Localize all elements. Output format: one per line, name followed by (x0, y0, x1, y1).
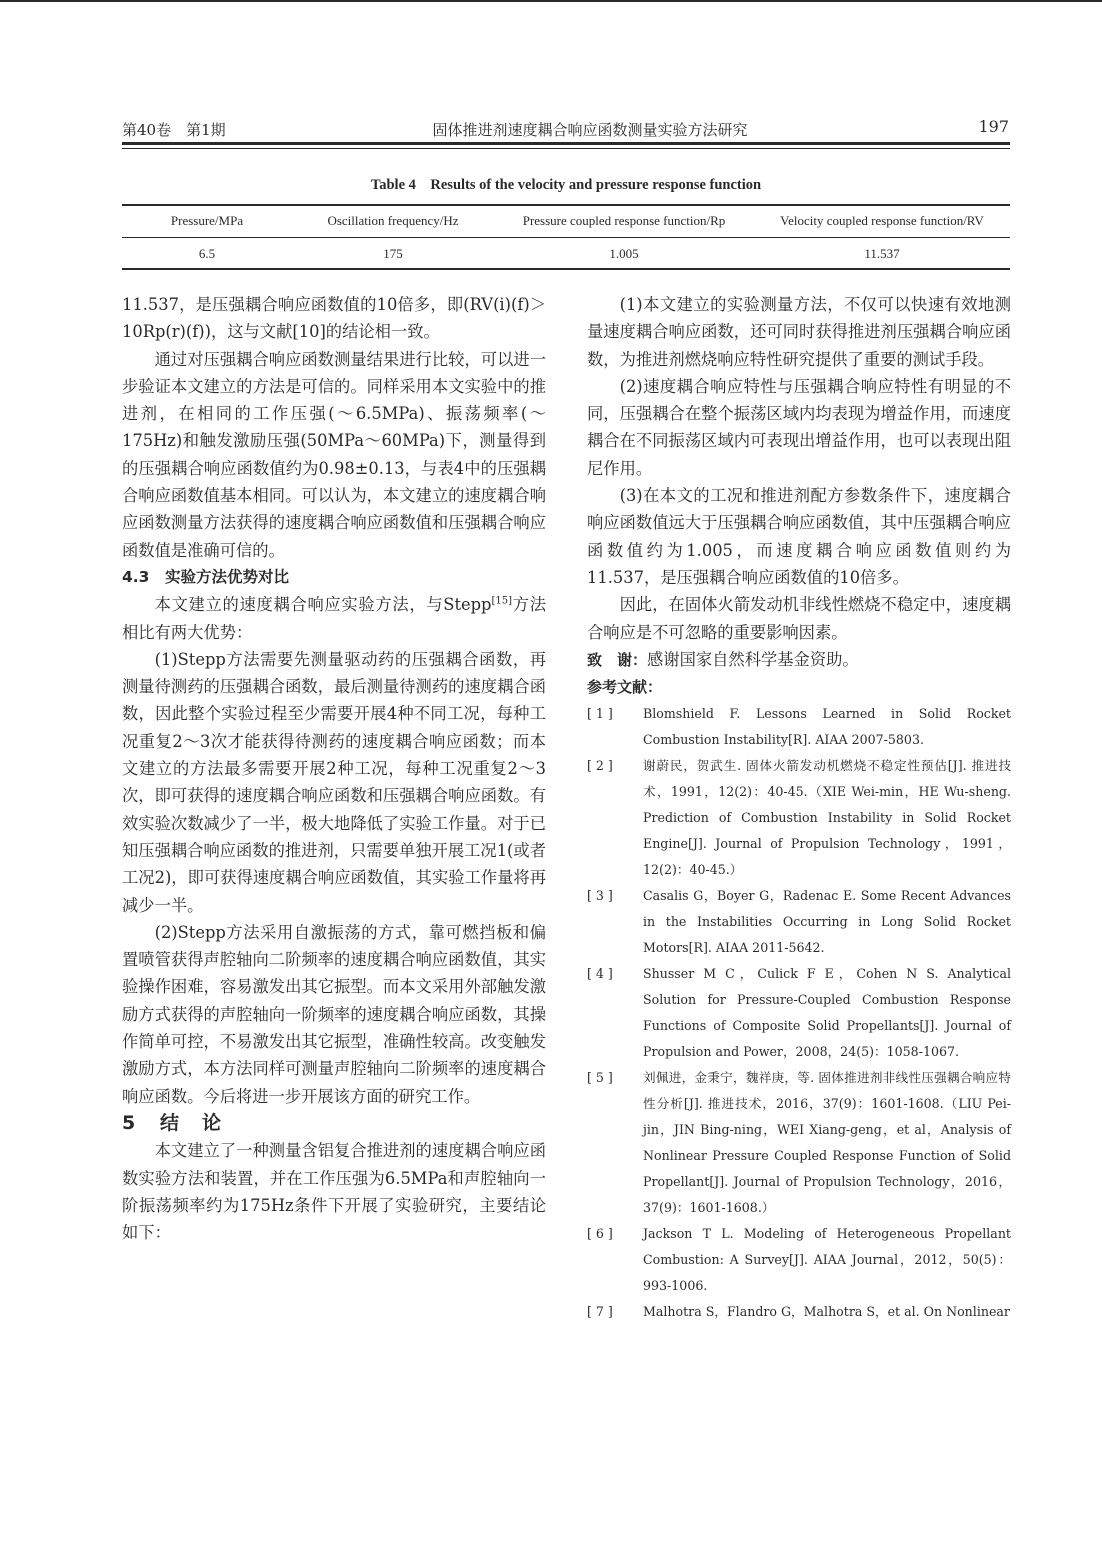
reference-item (587, 961, 1011, 1065)
reference-text: Shusser M C，Culick F E，Cohen N S. Analytical Solution for Pressure-Coupled Combustion Response Functions of Composite Solid Propellants[J]. Journal of Propulsion and Power，2008，24(5)：1058-1067. (643, 966, 1011, 1060)
reference-item (587, 753, 1011, 883)
reference-text: 谢蔚民，贺武生. 固体火箭发动机燃烧不稳定性预估[J]. 推进技术，1991，12(2)：40-45.（XIE Wei-min，HE Wu-sheng. Prediction of Combustion Instability in Solid Rocket Engine[J]. Journal of Propulsion Technology，1991，12(2)：40-45.） (643, 758, 1011, 878)
reference-text: Jackson T L. Modeling of Heterogeneous Propellant Combustion: A Survey[J]. AIAA Journal，2012，50(5)：993-1006. (643, 1226, 1011, 1294)
conclusion-item: (2)速度耦合响应特性与压强耦合响应特性有明显的不同，压强耦合在整个振荡区域内均表现为增益作用，而速度耦合在不同振荡区域内可表现出增益作用，也可以表现出阻尼作用。 (587, 376, 1011, 478)
table-header-cell: Pressure/MPa (170, 213, 244, 228)
reference-number: [ 4 ] (587, 966, 613, 982)
running-header-volume: 第40卷 第1期 (122, 121, 226, 139)
header-rule-thin (122, 148, 1010, 149)
paragraph: 通过对压强耦合响应函数测量结果进行比较，可以进一步验证本文建立的方法是可信的。同样采用本文实验中的推进剂，在相同的工作压强(～6.5MPa)、振荡频率(～175Hz)和触发激励压强(50MPa～60MPa)下，测量得到的压强耦合响应函数值约为0.98±0.13，与表4中的压强耦合响应函数值基本相同。可以认为，本文建立的速度耦合响应函数测量方法获得的速度耦合响应函数值和压强耦合响应函数值是准确可信的。 (122, 349, 546, 560)
paragraph: (1)Stepp方法需要先测量驱动药的压强耦合函数，再测量待测药的压强耦合函数，最后测量待测药的速度耦合函数，因此整个实验过程至少需要开展4种不同工况，每种工况重复2～3次才能获得待测药的速度耦合响应函数；而本文建立的方法最多需要开展2种工况，每种工况重复2～3次，即可获得的速度耦合响应函数和压强耦合响应函数。有效实验次数减少了一半，极大地降低了实验工作量。对于已知压强耦合响应函数的推进剂，只需要单独开展工况1(或者工况2)，即可获得速度耦合响应函数值，其实验工作量将再减少一半。 (122, 649, 546, 915)
references-heading: 参考文献： (587, 678, 663, 697)
paragraph: 本文建立了一种测量含铝复合推进剂的速度耦合响应函数实验方法和装置，并在工作压强为6.5MPa和声腔轴向一阶振荡频率约为175Hz条件下开展了实验研究，主要结论如下： (122, 1141, 546, 1243)
running-header-title: 固体推进剂速度耦合响应函数测量实验方法研究 (432, 121, 748, 139)
conclusion-item: (3)在本文的工况和推进剂配方参数条件下，速度耦合响应函数值远大于压强耦合响应函数值，其中压强耦合响应函数值约为1.005，而速度耦合响应函数值则约为11.537，是压强耦合响应函数值的10倍多。 (587, 486, 1011, 587)
table-cell: 1.005 (609, 246, 639, 261)
header-rule (122, 142, 1010, 145)
paragraph: (2)Stepp方法采用自激振荡的方式，靠可燃挡板和偏置喷管获得声腔轴向二阶频率的速度耦合响应函数值，其实验操作困难，容易激发出其它振型。而本文采用外部触发激励方式获得的声腔轴向一阶频率的速度耦合响应函数，其操作简单可控，不易激发出其它振型，准确性较高。改变触发激励方式，本方法同样可测量声腔轴向二阶频率的速度耦合响应函数。今后将进一步开展该方面的研究工作。 (122, 922, 546, 1106)
reference-number: [ 1 ] (587, 706, 613, 722)
table-bottom-rule (122, 268, 1010, 270)
paragraph-text: 方法相比有两大优势： (122, 595, 546, 642)
reference-number: [ 3 ] (587, 888, 613, 904)
acknowledgement-text: 感谢国家自然科学基金资助。 (647, 649, 859, 669)
reference-number: [ 2 ] (587, 758, 613, 774)
page-top-border (0, 0, 1102, 2)
table-header-rule (122, 237, 1010, 238)
reference-item (587, 883, 1011, 961)
page-number: 197 (978, 117, 1009, 136)
reference-text: Blomshield F. Lessons Learned in Solid Rocket Combustion Instability[R]. AIAA 2007-5803. (643, 706, 1011, 748)
reference-text: Casalis G，Boyer G，Radenac E. Some Recent Advances in the Instabilities Occurring in Long Solid Rocket Motors[R]. AIAA 2011-5642. (643, 888, 1011, 956)
table-header-cell: Pressure coupled response function/Rp (522, 213, 726, 228)
reference-item (587, 701, 1011, 753)
acknowledgement (587, 646, 1011, 674)
reference-item (587, 1221, 1011, 1299)
acknowledgement-label: 致 谢： (587, 650, 648, 669)
table-cell: 175 (383, 246, 403, 261)
paragraph (122, 591, 546, 646)
paragraph-text: 本文建立的速度耦合响应实验方法，与Stepp (154, 595, 492, 615)
section-heading-5 (122, 1110, 546, 1137)
reference-number: [ 7 ] (587, 1304, 613, 1320)
citation-mark: [15] (491, 595, 513, 607)
table-cell: 6.5 (198, 246, 216, 261)
reference-text: Malhotra S，Flandro G，Malhotra S，et al. On Nonlinear (643, 1304, 1010, 1320)
reference-text: 刘佩进，金秉宁，魏祥庚，等. 固体推进剂非线性压强耦合响应特性分析[J]. 推进技术，2016，37(9)：1601-1608.（LIU Pei-jin，JIN Bing-ning，WEI Xiang-geng，et al，Analysis of Nonlinear Pressure Coupled Response Function of Solid Propellant[J]. Journal of Propulsion Technology，2016，37(9)：1601-1608.） (643, 1070, 1011, 1216)
reference-number: [ 6 ] (587, 1226, 613, 1242)
reference-number: [ 5 ] (587, 1070, 613, 1086)
table-caption: Table 4 Results of the velocity and pressure response function (370, 177, 762, 193)
table-top-rule (122, 204, 1010, 206)
conclusion-item: (1)本文建立的实验测量方法，不仅可以快速有效地测量速度耦合响应函数，还可同时获得推进剂压强耦合响应函数，为推进剂燃烧响应特性研究提供了重要的测试手段。 (587, 295, 1011, 369)
paragraph: 因此，在固体火箭发动机非线性燃烧不稳定中，速度耦合响应是不可忽略的重要影响因素。 (587, 595, 1011, 642)
section-number: 5 (122, 1111, 138, 1134)
paragraph: 11.537，是压强耦合响应函数值的10倍多，即(RV(i)(f)＞10Rp(r)(f))，这与文献[10]的结论相一致。 (122, 295, 546, 342)
right-column (587, 291, 1011, 1325)
left-column (122, 291, 546, 1246)
reference-item (587, 1065, 1011, 1221)
reference-item (587, 1299, 1011, 1325)
section-heading-4-3: 4.3 实验方法优势对比 (122, 567, 289, 586)
table-cell: 11.537 (864, 246, 900, 261)
table-header-cell: Oscillation frequency/Hz (327, 213, 459, 228)
table-header-cell: Velocity coupled response function/RV (780, 213, 984, 228)
section-title: 结 论 (160, 1111, 224, 1134)
